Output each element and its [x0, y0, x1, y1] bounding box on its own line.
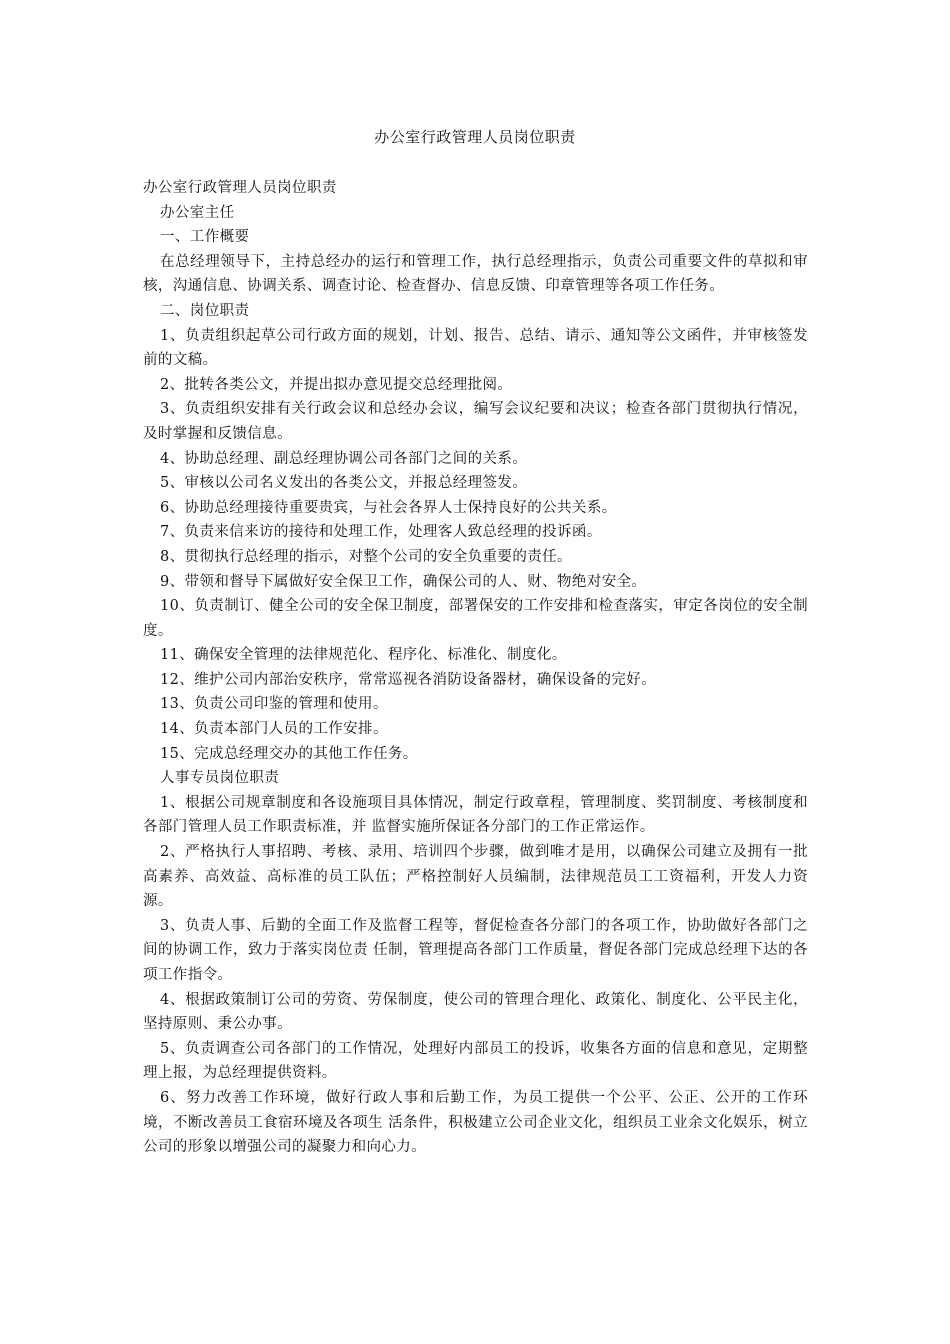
hr-duty-item-5: 5、负责调查公司各部门的工作情况，处理好内部员工的投诉，收集各方面的信息和意见，定期整理上报，为总经理提供资料。 [143, 1040, 808, 1082]
duty-item-15: 15、完成总经理交办的其他工作任务。 [160, 745, 418, 762]
duty-item-4: 4、协助总经理、副总经理协调公司各部门之间的关系。 [160, 450, 528, 467]
section-heading-hr-specialist: 人事专员岗位职责 [160, 770, 280, 787]
hr-duty-item-3: 3、负责人事、后勤的全面工作及监督工程等，督促检查各分部门的各项工作，协助做好各部门之间的协调工作，致力于落实岗位责 任制，管理提高各部门工作质量，督促各部门完成总经理下达的各项工作指令。 [143, 917, 808, 983]
duty-item-13: 13、负责公司印鉴的管理和使用。 [160, 696, 388, 713]
hr-duty-item-2: 2、严格执行人事招聘、考核、录用、培训四个步骤，做到唯才是用，以确保公司建立及拥有一批高素养、高效益、高标准的员工队伍；严格控制好人员编制，法律规范员工工资福利，开发人力资源。 [143, 844, 808, 910]
duty-item-7: 7、负责来信来访的接待和处理工作，处理客人致总经理的投诉函。 [160, 524, 602, 541]
duty-item-11: 11、确保安全管理的法律规范化、程序化、标准化、制度化。 [160, 647, 567, 664]
duty-item-5: 5、审核以公司名义发出的各类公文，并报总经理签发。 [160, 475, 528, 492]
body-heading: 办公室行政管理人员岗位职责 [143, 180, 337, 196]
hr-duty-item-1: 1、根据公司规章制度和各设施项目具体情况，制定行政章程，管理制度、奖罚制度、考核制度和各部门管理人员工作职责标准，并 监督实施所保证各分部门的工作正常运作。 [143, 794, 808, 836]
section-heading-office-director: 办公室主任 [160, 204, 235, 221]
duty-item-10: 10、负责制订、健全公司的安全保卫制度，部署保安的工作安排和检查落实，审定各岗位的安全制度。 [143, 598, 808, 639]
paragraph-overview: 在总经理领导下，主持总经办的运行和管理工作，执行总经理指示，负责公司重要文件的草拟和审核，沟通信息、协调关系、调查讨论、检查督办、信息反馈、印章管理等各项工作任务。 [143, 253, 808, 295]
duty-item-14: 14、负责本部门人员的工作安排。 [160, 721, 388, 738]
document-title: 办公室行政管理人员岗位职责 [374, 128, 576, 146]
hr-duty-item-6: 6、努力改善工作环境，做好行政人事和后勤工作，为员工提供一个公平、公正、公开的工作环境，不断改善员工食宿环境及各项生 活条件，积极建立公司企业文化，组织员工业余文化娱乐，树立公司的形象以增强公司的凝聚力和向心力。 [143, 1089, 808, 1156]
duty-item-1: 1、负责组织起草公司行政方面的规划，计划、报告、总结、请示、通知等公文函件，并审核签发前的文稿。 [143, 327, 808, 369]
hr-duty-item-4: 4、根据政策制订公司的劳资、劳保制度，使公司的管理合理化、政策化、制度化、公平民主化，坚持原则、秉公办事。 [143, 991, 808, 1033]
subheading-duties: 二、岗位职责 [160, 302, 250, 319]
document-body [143, 176, 808, 1160]
duty-item-8: 8、贯彻执行总经理的指示，对整个公司的安全负重要的责任。 [160, 548, 572, 565]
subheading-work-overview: 一、工作概要 [160, 229, 250, 246]
duty-item-2: 2、批转各类公文，并提出拟办意见提交总经理批阅。 [160, 376, 513, 393]
duty-item-9: 9、带领和督导下属做好安全保卫工作，确保公司的人、财、物绝对安全。 [160, 573, 647, 590]
duty-item-3: 3、负责组织安排有关行政会议和总经办会议，编写会议纪要和决议；检查各部门贯彻执行情况，及时掌握和反馈信息。 [143, 401, 808, 442]
duty-item-12: 12、维护公司内部治安秩序，常常巡视各消防设备器材，确保设备的完好。 [160, 671, 657, 688]
duty-item-6: 6、协助总经理接待重要贵宾，与社会各界人士保持良好的公共关系。 [160, 499, 617, 516]
